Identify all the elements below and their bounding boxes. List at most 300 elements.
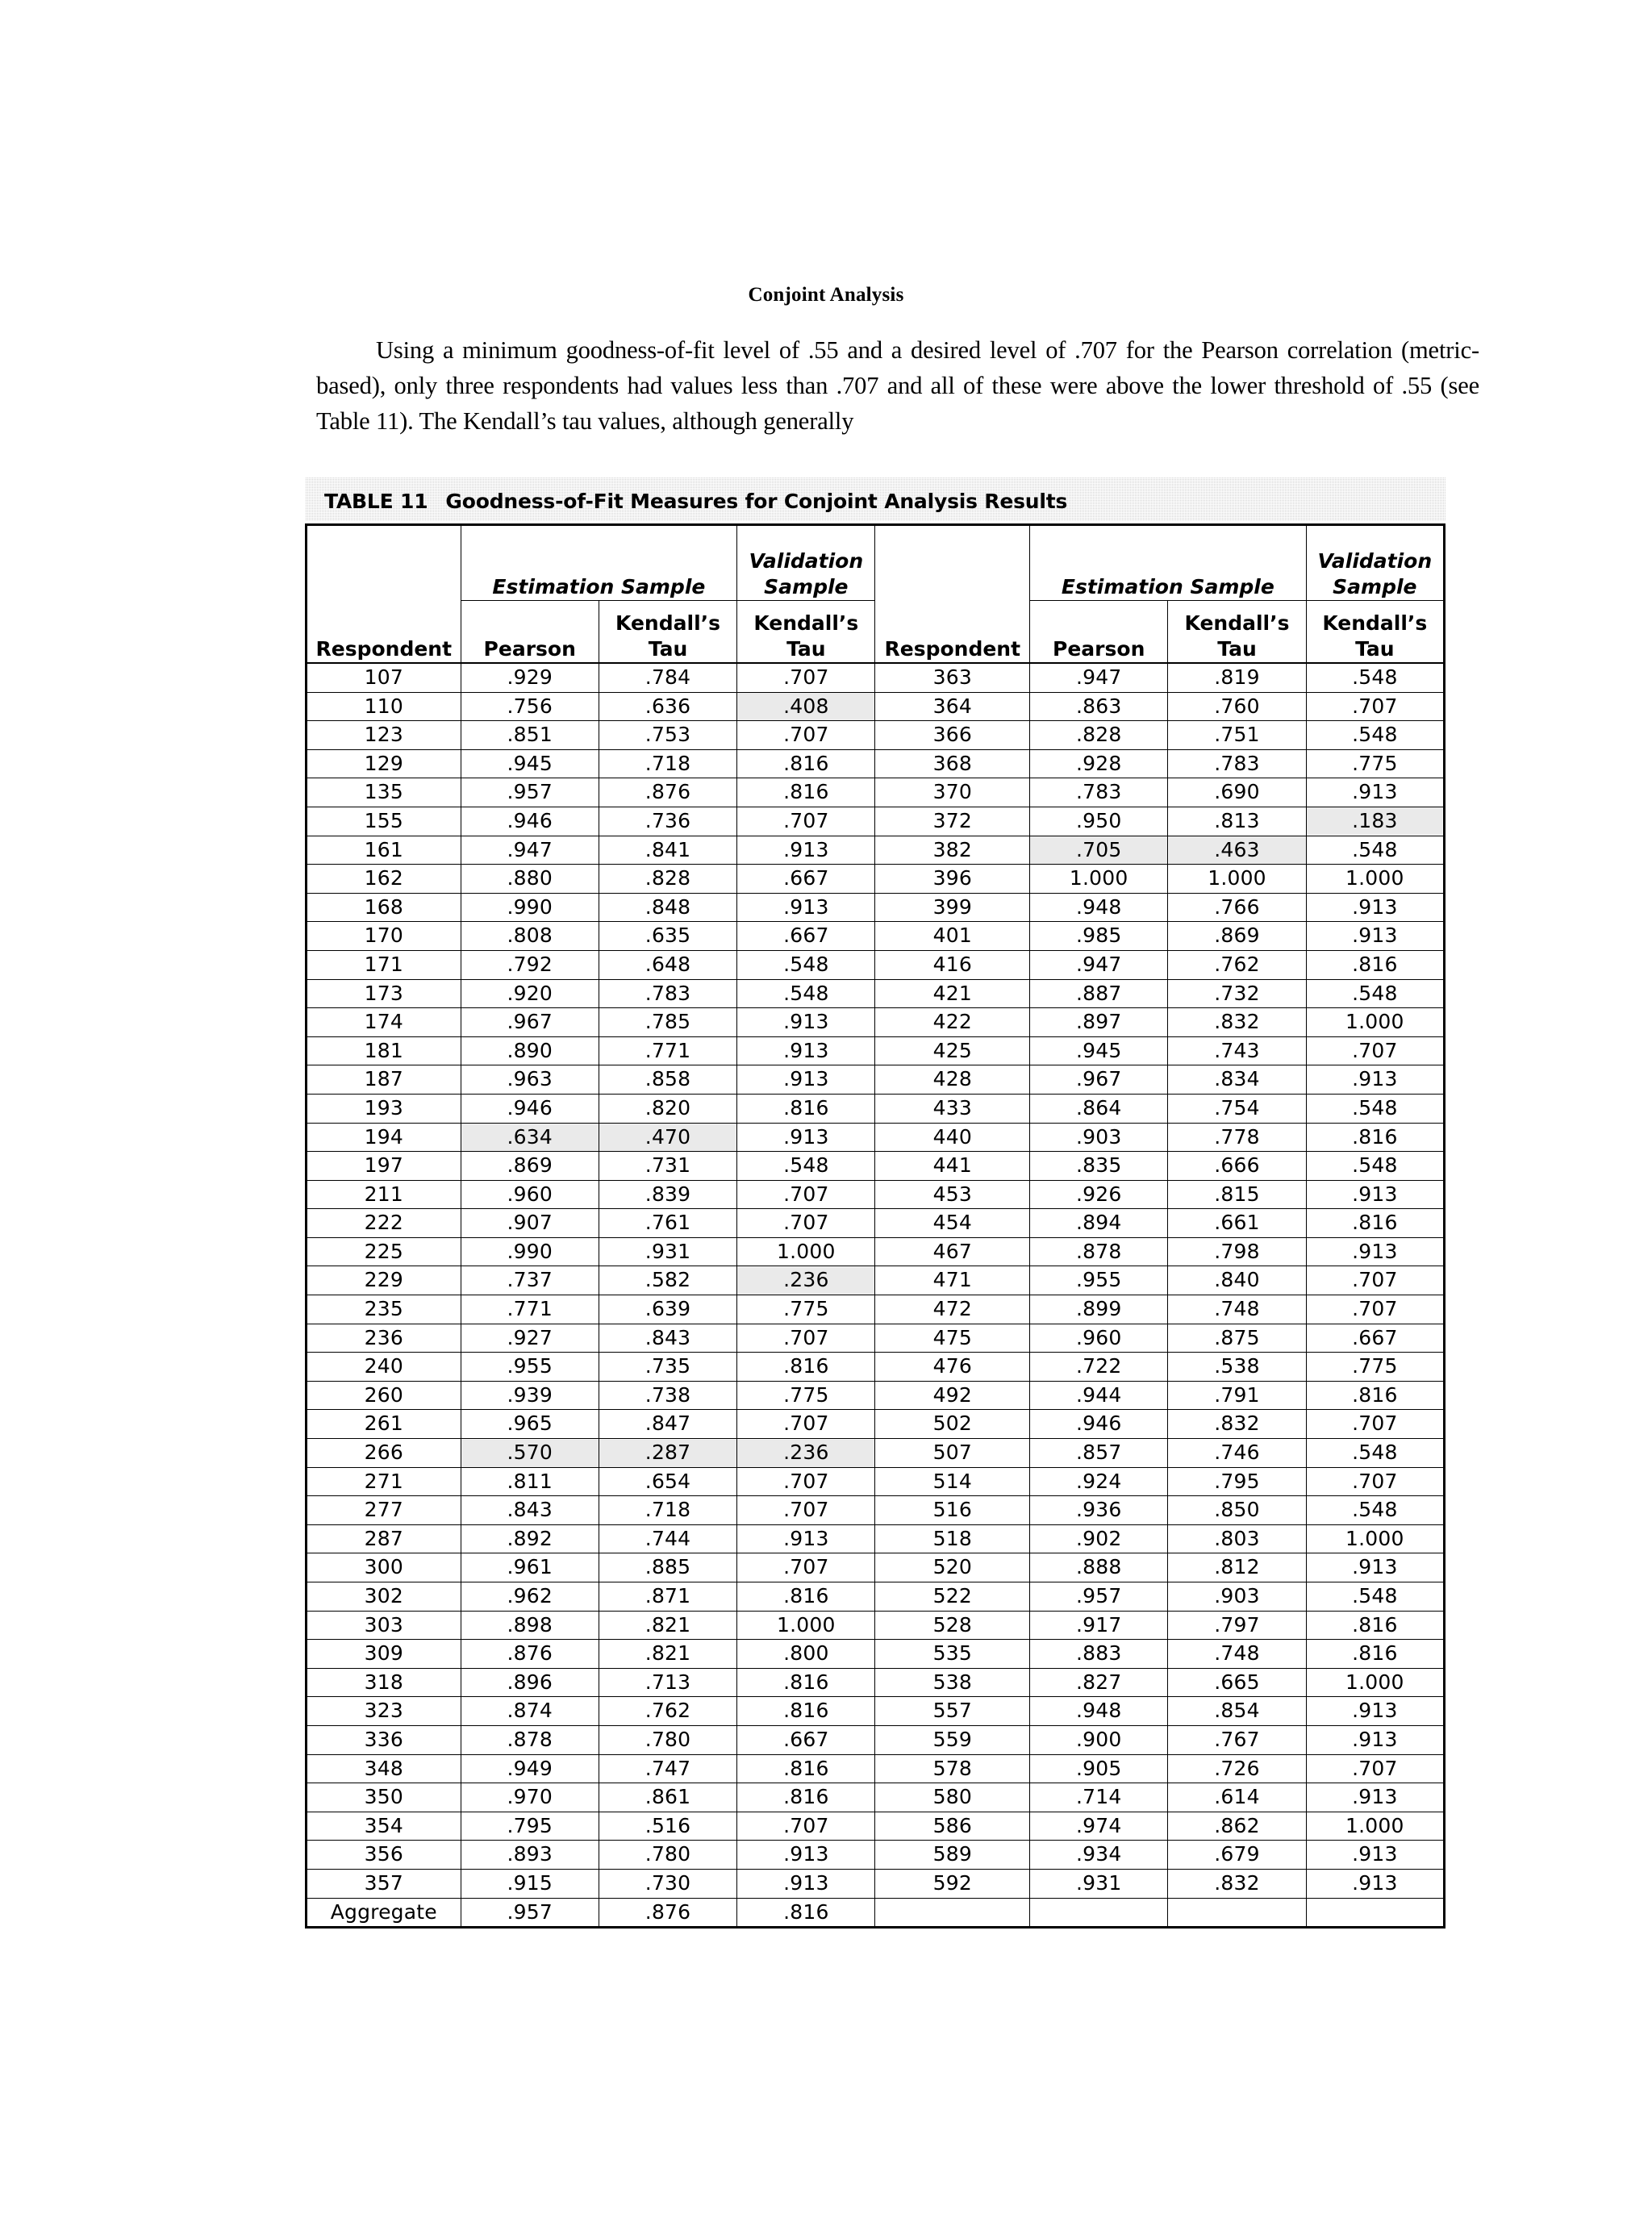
validation-kendall-tau-value-left: .667 (737, 922, 875, 951)
estimation-kendall-tau-value-left: .785 (599, 1008, 736, 1037)
pearson-value-right: .888 (1030, 1553, 1168, 1582)
validation-kendall-tau-value-left: .913 (737, 1036, 875, 1065)
table-row (307, 950, 1445, 979)
validation-kendall-tau-value-right: .913 (1306, 1180, 1444, 1209)
respondent-id-left: 287 (307, 1524, 461, 1553)
respondent-id-left: 236 (307, 1324, 461, 1353)
estimation-kendall-tau-value-left: .821 (599, 1640, 736, 1669)
table-row (307, 1496, 1445, 1525)
estimation-kendall-tau-value-right: .813 (1168, 807, 1306, 836)
estimation-kendall-tau-value-left: .635 (599, 922, 736, 951)
pearson-value-left: .961 (461, 1553, 599, 1582)
respondent-id-right: 372 (875, 807, 1030, 836)
validation-kendall-tau-value-right: .707 (1306, 1467, 1444, 1496)
estimation-kendall-tau-value-left: .516 (599, 1812, 736, 1841)
validation-kendall-tau-value-left: .913 (737, 1008, 875, 1037)
pearson-value-right: .948 (1030, 1697, 1168, 1726)
pearson-value-left: .962 (461, 1582, 599, 1612)
pearson-value-right: .944 (1030, 1381, 1168, 1410)
validation-kendall-tau-value-left: .707 (737, 664, 875, 693)
table-caption: Goodness-of-Fit Measures for Conjoint Analysis Results (445, 490, 1068, 513)
respondent-id-left: 222 (307, 1209, 461, 1238)
estimation-kendall-tau-value-left: .885 (599, 1553, 736, 1582)
respondent-id-left: 235 (307, 1295, 461, 1324)
validation-kendall-tau-value-right: .707 (1306, 1754, 1444, 1783)
respondent-id-right: 476 (875, 1353, 1030, 1382)
respondent-id-left: 110 (307, 692, 461, 721)
pearson-value-right: .950 (1030, 807, 1168, 836)
table-row (307, 1237, 1445, 1266)
estimation-kendall-tau-value-left: .843 (599, 1324, 736, 1353)
estimation-kendall-tau-value-right: .783 (1168, 749, 1306, 778)
estimation-kendall-tau-value-right: .732 (1168, 979, 1306, 1008)
table-title-bar (305, 477, 1446, 521)
respondent-id-right: 514 (875, 1467, 1030, 1496)
kendall-line-2: Tau (786, 637, 826, 661)
respondent-id-right: 586 (875, 1812, 1030, 1841)
estimation-kendall-tau-value-right: .748 (1168, 1295, 1306, 1324)
table-11-block (305, 477, 1446, 1929)
table-row (307, 1353, 1445, 1382)
validation-kendall-tau-value-right: 1.000 (1306, 1668, 1444, 1697)
pearson-value-right: .827 (1030, 1668, 1168, 1697)
estimation-kendall-tau-value-right: .614 (1168, 1783, 1306, 1812)
col-header-kendall-val-right (1306, 601, 1444, 663)
estimation-kendall-tau-value-left: .287 (599, 1439, 736, 1468)
respondent-id-right: 578 (875, 1754, 1030, 1783)
estimation-kendall-tau-value-left: .747 (599, 1754, 736, 1783)
validation-kendall-tau-value-left: .913 (737, 1841, 875, 1870)
validation-kendall-tau-value-right: .548 (1306, 836, 1444, 865)
estimation-kendall-tau-value-left: .821 (599, 1611, 736, 1640)
respondent-id-right (875, 1898, 1030, 1928)
validation-kendall-tau-value-right: .707 (1306, 1036, 1444, 1065)
pearson-value-right: .864 (1030, 1094, 1168, 1123)
pearson-value-right: .903 (1030, 1123, 1168, 1152)
estimation-kendall-tau-value-right: .746 (1168, 1439, 1306, 1468)
pearson-value-left: .771 (461, 1295, 599, 1324)
validation-kendall-tau-value-left: .707 (737, 1553, 875, 1582)
estimation-kendall-tau-value-left: .762 (599, 1697, 736, 1726)
pearson-value-right: .828 (1030, 721, 1168, 750)
estimation-kendall-tau-value-right: .798 (1168, 1237, 1306, 1266)
validation-kendall-tau-value-left: .816 (737, 1697, 875, 1726)
respondent-id-right: 421 (875, 979, 1030, 1008)
table-row (307, 1180, 1445, 1209)
kendall-line-1: Kendall’s (1184, 611, 1290, 635)
pearson-value-left: .970 (461, 1783, 599, 1812)
estimation-kendall-tau-value-left: .470 (599, 1123, 736, 1152)
pearson-value-right: .887 (1030, 979, 1168, 1008)
estimation-kendall-tau-value-left: .761 (599, 1209, 736, 1238)
pearson-value-right: .857 (1030, 1439, 1168, 1468)
estimation-kendall-tau-value-right: .797 (1168, 1611, 1306, 1640)
validation-kendall-tau-value-left: .913 (737, 1123, 875, 1152)
table-row (307, 1611, 1445, 1640)
validation-kendall-tau-value-left: .236 (737, 1266, 875, 1295)
respondent-id-right: 502 (875, 1410, 1030, 1439)
pearson-value-right: .878 (1030, 1237, 1168, 1266)
table-row (307, 778, 1445, 807)
validation-kendall-tau-value-right: 1.000 (1306, 865, 1444, 894)
validation-kendall-tau-value-left: 1.000 (737, 1237, 875, 1266)
validation-kendall-tau-value-left: .816 (737, 1783, 875, 1812)
pearson-value-right: .948 (1030, 893, 1168, 922)
pearson-value-left: .878 (461, 1725, 599, 1754)
validation-kendall-tau-value-left: .816 (737, 1668, 875, 1697)
pearson-value-right: .947 (1030, 664, 1168, 693)
pearson-value-right: .926 (1030, 1180, 1168, 1209)
respondent-id-right: 368 (875, 749, 1030, 778)
respondent-id-right: 589 (875, 1841, 1030, 1870)
validation-kendall-tau-value-left: .707 (737, 721, 875, 750)
estimation-kendall-tau-value-left: .730 (599, 1869, 736, 1898)
table-row (307, 1381, 1445, 1410)
validation-kendall-tau-value-left: .800 (737, 1640, 875, 1669)
validation-kendall-tau-value-right: .913 (1306, 922, 1444, 951)
validation-kendall-tau-value-right: .913 (1306, 893, 1444, 922)
validation-kendall-tau-value-left: .816 (737, 749, 875, 778)
validation-kendall-tau-value-left: .707 (737, 1467, 875, 1496)
pearson-value-right: .714 (1030, 1783, 1168, 1812)
estimation-kendall-tau-value-right: .690 (1168, 778, 1306, 807)
respondent-id-left: 323 (307, 1697, 461, 1726)
col-header-respondent-right: Respondent (875, 525, 1030, 663)
respondent-id-right: 382 (875, 836, 1030, 865)
respondent-id-right: 507 (875, 1439, 1030, 1468)
pearson-value-left: .570 (461, 1439, 599, 1468)
table-row (307, 1640, 1445, 1669)
validation-kendall-tau-value-left: .548 (737, 1152, 875, 1181)
validation-kendall-tau-value-right: .913 (1306, 1869, 1444, 1898)
estimation-kendall-tau-value-right: .903 (1168, 1582, 1306, 1612)
pearson-value-left: .843 (461, 1496, 599, 1525)
table-row (307, 1123, 1445, 1152)
validation-kendall-tau-value-left: .913 (737, 836, 875, 865)
respondent-id-right: 441 (875, 1152, 1030, 1181)
col-header-kendall-val-left (737, 601, 875, 663)
respondent-id-right: 433 (875, 1094, 1030, 1123)
table-row (307, 692, 1445, 721)
respondent-id-right: 528 (875, 1611, 1030, 1640)
table-row (307, 922, 1445, 951)
validation-line-1: Validation (1317, 549, 1433, 573)
validation-kendall-tau-value-left: .707 (737, 807, 875, 836)
validation-kendall-tau-value-right: .707 (1306, 1295, 1444, 1324)
respondent-id-right: 396 (875, 865, 1030, 894)
respondent-id-left: 162 (307, 865, 461, 894)
pearson-value-right: .928 (1030, 749, 1168, 778)
validation-kendall-tau-value-right: .913 (1306, 1725, 1444, 1754)
pearson-value-left: .946 (461, 807, 599, 836)
respondent-id-left: 261 (307, 1410, 461, 1439)
table-row (307, 1754, 1445, 1783)
validation-kendall-tau-value-right: .548 (1306, 1094, 1444, 1123)
pearson-value-right: 1.000 (1030, 865, 1168, 894)
respondent-id-left: 170 (307, 922, 461, 951)
respondent-id-left: 161 (307, 836, 461, 865)
pearson-value-left: .963 (461, 1065, 599, 1095)
kendall-line-1: Kendall’s (615, 611, 721, 635)
pearson-value-right: .946 (1030, 1410, 1168, 1439)
pearson-value-right: .960 (1030, 1324, 1168, 1353)
col-header-pearson-left: Pearson (461, 601, 599, 663)
estimation-kendall-tau-value-left: .784 (599, 664, 736, 693)
respondent-id-left: 266 (307, 1439, 461, 1468)
respondent-id-right: 472 (875, 1295, 1030, 1324)
respondent-id-right: 422 (875, 1008, 1030, 1037)
pearson-value-left: .634 (461, 1123, 599, 1152)
pearson-value-right: .900 (1030, 1725, 1168, 1754)
estimation-kendall-tau-value-right: .665 (1168, 1668, 1306, 1697)
pearson-value-right: .902 (1030, 1524, 1168, 1553)
validation-line-2: Sample (764, 575, 849, 598)
respondent-id-left: 357 (307, 1869, 461, 1898)
estimation-kendall-tau-value-left: .636 (599, 692, 736, 721)
validation-kendall-tau-value-left: .707 (737, 1496, 875, 1525)
respondent-id-right: 366 (875, 721, 1030, 750)
respondent-id-right: 492 (875, 1381, 1030, 1410)
respondent-id-left: 271 (307, 1467, 461, 1496)
respondent-id-right: 520 (875, 1553, 1030, 1582)
validation-line-1: Validation (749, 549, 864, 573)
estimation-kendall-tau-value-right: .679 (1168, 1841, 1306, 1870)
pearson-value-right: .899 (1030, 1295, 1168, 1324)
group-header-estimation-right: Estimation Sample (1030, 525, 1307, 601)
respondent-id-left: 173 (307, 979, 461, 1008)
respondent-id-right: 363 (875, 664, 1030, 693)
table-row (307, 1094, 1445, 1123)
estimation-kendall-tau-value-right: .743 (1168, 1036, 1306, 1065)
pearson-value-left: .920 (461, 979, 599, 1008)
estimation-kendall-tau-value-left: .639 (599, 1295, 736, 1324)
respondent-id-left: 354 (307, 1812, 461, 1841)
estimation-kendall-tau-value-left: .648 (599, 950, 736, 979)
estimation-kendall-tau-value-right: .832 (1168, 1869, 1306, 1898)
estimation-kendall-tau-value-right: .840 (1168, 1266, 1306, 1295)
table-row (307, 1410, 1445, 1439)
estimation-kendall-tau-value-right: .832 (1168, 1410, 1306, 1439)
estimation-kendall-tau-value-left: .876 (599, 778, 736, 807)
goodness-of-fit-table (305, 523, 1446, 1929)
respondent-id-right: 425 (875, 1036, 1030, 1065)
validation-kendall-tau-value-right: .548 (1306, 1152, 1444, 1181)
pearson-value-right: .705 (1030, 836, 1168, 865)
table-row (307, 979, 1445, 1008)
pearson-value-right: .967 (1030, 1065, 1168, 1095)
respondent-id-right: 516 (875, 1496, 1030, 1525)
validation-kendall-tau-value-right: 1.000 (1306, 1008, 1444, 1037)
group-header-validation-right (1306, 525, 1444, 601)
respondent-id-left: 181 (307, 1036, 461, 1065)
respondent-id-right: 559 (875, 1725, 1030, 1754)
estimation-kendall-tau-value-left: .731 (599, 1152, 736, 1181)
respondent-id-left: 107 (307, 664, 461, 693)
validation-kendall-tau-value-left: .236 (737, 1439, 875, 1468)
respondent-id-right: 428 (875, 1065, 1030, 1095)
estimation-kendall-tau-value-right: .726 (1168, 1754, 1306, 1783)
validation-kendall-tau-value-left: .913 (737, 1065, 875, 1095)
respondent-id-right: 522 (875, 1582, 1030, 1612)
pearson-value-left: .990 (461, 893, 599, 922)
estimation-kendall-tau-value-right: .850 (1168, 1496, 1306, 1525)
table-body (307, 664, 1445, 1928)
validation-kendall-tau-value-right: .913 (1306, 1783, 1444, 1812)
pearson-value-left: .957 (461, 1898, 599, 1928)
validation-kendall-tau-value-left: .408 (737, 692, 875, 721)
estimation-kendall-tau-value-left: .876 (599, 1898, 736, 1928)
pearson-value-left: .965 (461, 1410, 599, 1439)
validation-kendall-tau-value-left: 1.000 (737, 1611, 875, 1640)
respondent-id-left: 303 (307, 1611, 461, 1640)
validation-kendall-tau-value-right: .707 (1306, 1410, 1444, 1439)
pearson-value-left: .892 (461, 1524, 599, 1553)
respondent-id-left: 211 (307, 1180, 461, 1209)
validation-kendall-tau-value-right: .707 (1306, 692, 1444, 721)
table-row (307, 1295, 1445, 1324)
respondent-id-left: 135 (307, 778, 461, 807)
validation-kendall-tau-value-right: 1.000 (1306, 1524, 1444, 1553)
validation-kendall-tau-value-right: .913 (1306, 1841, 1444, 1870)
respondent-id-left: 336 (307, 1725, 461, 1754)
estimation-kendall-tau-value-left: .828 (599, 865, 736, 894)
estimation-kendall-tau-value-right: .869 (1168, 922, 1306, 951)
pearson-value-left: .811 (461, 1467, 599, 1496)
respondent-id-left: 300 (307, 1553, 461, 1582)
running-head: Conjoint Analysis (748, 284, 904, 306)
pearson-value-right (1030, 1898, 1168, 1928)
pearson-value-right: .722 (1030, 1353, 1168, 1382)
table-row (307, 721, 1445, 750)
validation-kendall-tau-value-left: .816 (737, 778, 875, 807)
pearson-value-left: .890 (461, 1036, 599, 1065)
pearson-value-left: .947 (461, 836, 599, 865)
validation-kendall-tau-value-left: .548 (737, 979, 875, 1008)
respondent-id-right: 557 (875, 1697, 1030, 1726)
validation-kendall-tau-value-right: .548 (1306, 1439, 1444, 1468)
table-row (307, 1036, 1445, 1065)
pearson-value-right: .957 (1030, 1582, 1168, 1612)
pearson-value-left: .756 (461, 692, 599, 721)
estimation-kendall-tau-value-left: .847 (599, 1410, 736, 1439)
validation-kendall-tau-value-right: .913 (1306, 1553, 1444, 1582)
validation-kendall-tau-value-left: .816 (737, 1353, 875, 1382)
pearson-value-left: .876 (461, 1640, 599, 1669)
col-header-respondent-left: Respondent (307, 525, 461, 663)
validation-kendall-tau-value-right: .548 (1306, 1582, 1444, 1612)
validation-kendall-tau-value-right: .913 (1306, 1697, 1444, 1726)
pearson-value-right: .894 (1030, 1209, 1168, 1238)
respondent-id-right: 535 (875, 1640, 1030, 1669)
estimation-kendall-tau-value-right: .666 (1168, 1152, 1306, 1181)
respondent-id-right: 467 (875, 1237, 1030, 1266)
estimation-kendall-tau-value-right: .538 (1168, 1353, 1306, 1382)
respondent-id-left: 171 (307, 950, 461, 979)
estimation-kendall-tau-value-right: .834 (1168, 1065, 1306, 1095)
table-row (307, 865, 1445, 894)
validation-kendall-tau-value-right: .775 (1306, 749, 1444, 778)
estimation-kendall-tau-value-left: .839 (599, 1180, 736, 1209)
validation-kendall-tau-value-left: .913 (737, 1524, 875, 1553)
estimation-kendall-tau-value-left: .654 (599, 1467, 736, 1496)
pearson-value-left: .967 (461, 1008, 599, 1037)
pearson-value-right: .947 (1030, 950, 1168, 979)
estimation-kendall-tau-value-right: .778 (1168, 1123, 1306, 1152)
estimation-kendall-tau-value-right (1168, 1898, 1306, 1928)
respondent-id-left: Aggregate (307, 1898, 461, 1928)
kendall-line-1: Kendall’s (1322, 611, 1428, 635)
validation-kendall-tau-value-left: .816 (737, 1582, 875, 1612)
table-row (307, 1524, 1445, 1553)
validation-kendall-tau-value-left: .913 (737, 1869, 875, 1898)
validation-kendall-tau-value-left: .775 (737, 1381, 875, 1410)
validation-kendall-tau-value-right: .548 (1306, 721, 1444, 750)
validation-kendall-tau-value-right: .183 (1306, 807, 1444, 836)
body-paragraph: Using a minimum goodness-of-fit level of .55 and a desired level of .707 for the Pearson correlation (metric-based), only three respondents had values less than .707 and all of these were above the lower threshold of .55 (see Table 11). The Kendall’s tau values, although generally (316, 336, 1479, 435)
estimation-kendall-tau-value-left: .841 (599, 836, 736, 865)
respondent-id-right: 475 (875, 1324, 1030, 1353)
estimation-kendall-tau-value-right: .854 (1168, 1697, 1306, 1726)
pearson-value-right: .835 (1030, 1152, 1168, 1181)
respondent-id-right: 592 (875, 1869, 1030, 1898)
validation-kendall-tau-value-left: .707 (737, 1209, 875, 1238)
pearson-value-left: .915 (461, 1869, 599, 1898)
pearson-value-right: .783 (1030, 778, 1168, 807)
estimation-kendall-tau-value-left: .582 (599, 1266, 736, 1295)
validation-kendall-tau-value-left: .707 (737, 1324, 875, 1353)
col-header-kendall-est-left (599, 601, 736, 663)
respondent-id-left: 348 (307, 1754, 461, 1783)
validation-kendall-tau-value-right: .548 (1306, 979, 1444, 1008)
validation-kendall-tau-value-right: .816 (1306, 950, 1444, 979)
estimation-kendall-tau-value-right: .748 (1168, 1640, 1306, 1669)
estimation-kendall-tau-value-right: .762 (1168, 950, 1306, 979)
validation-kendall-tau-value-left: .667 (737, 865, 875, 894)
estimation-kendall-tau-value-right: .812 (1168, 1553, 1306, 1582)
table-row (307, 1008, 1445, 1037)
pearson-value-left: .893 (461, 1841, 599, 1870)
respondent-id-left: 197 (307, 1152, 461, 1181)
estimation-kendall-tau-value-left: .718 (599, 749, 736, 778)
pearson-value-left: .896 (461, 1668, 599, 1697)
respondent-id-left: 193 (307, 1094, 461, 1123)
respondent-id-right: 364 (875, 692, 1030, 721)
validation-kendall-tau-value-left: .775 (737, 1295, 875, 1324)
estimation-kendall-tau-value-left: .753 (599, 721, 736, 750)
pearson-value-left: .808 (461, 922, 599, 951)
pearson-value-left: .898 (461, 1611, 599, 1640)
validation-kendall-tau-value-right: .816 (1306, 1209, 1444, 1238)
pearson-value-left: .929 (461, 664, 599, 693)
estimation-kendall-tau-value-left: .931 (599, 1237, 736, 1266)
estimation-kendall-tau-value-left: .771 (599, 1036, 736, 1065)
estimation-kendall-tau-value-right: .795 (1168, 1467, 1306, 1496)
validation-kendall-tau-value-right (1306, 1898, 1444, 1928)
estimation-kendall-tau-value-right: .815 (1168, 1180, 1306, 1209)
col-header-kendall-est-right (1168, 601, 1306, 663)
respondent-id-left: 356 (307, 1841, 461, 1870)
pearson-value-right: .955 (1030, 1266, 1168, 1295)
respondent-id-right: 416 (875, 950, 1030, 979)
respondent-id-left: 129 (307, 749, 461, 778)
respondent-id-right: 401 (875, 922, 1030, 951)
respondent-id-left: 350 (307, 1783, 461, 1812)
validation-kendall-tau-value-right: .667 (1306, 1324, 1444, 1353)
validation-kendall-tau-value-right: .548 (1306, 664, 1444, 693)
validation-kendall-tau-value-left: .816 (737, 1898, 875, 1928)
respondent-id-left: 309 (307, 1640, 461, 1669)
pearson-value-left: .874 (461, 1697, 599, 1726)
